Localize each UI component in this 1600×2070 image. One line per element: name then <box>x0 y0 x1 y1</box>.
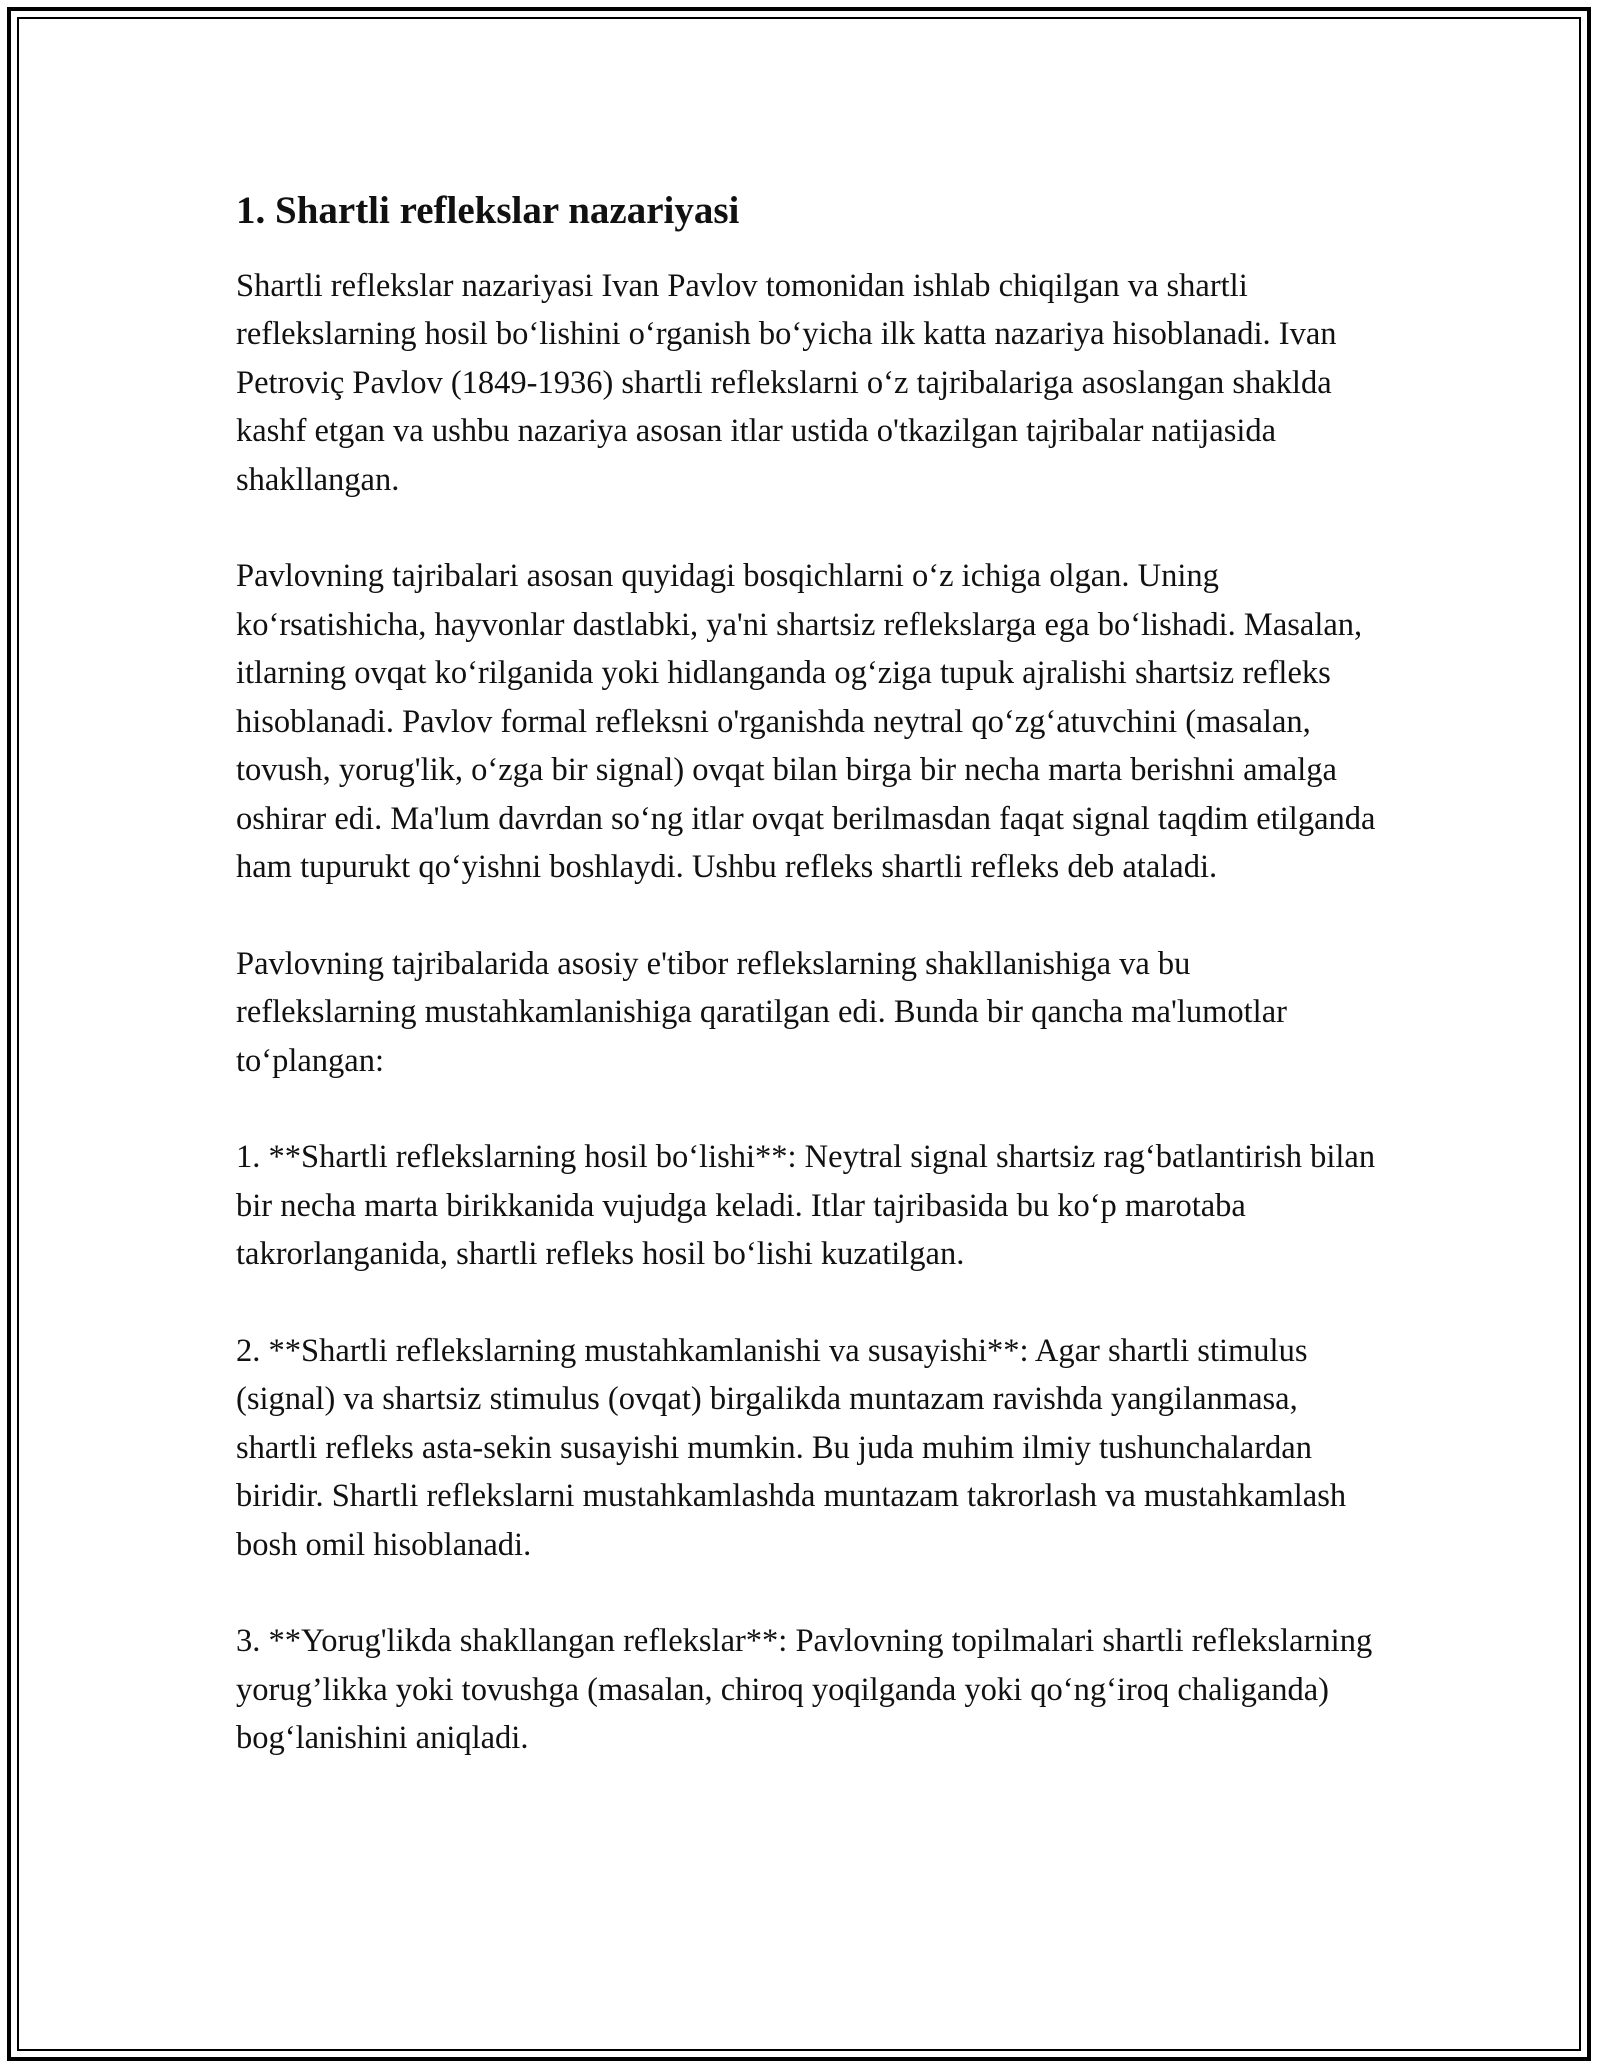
section-heading: 1. Shartli reflekslar nazariyasi <box>236 189 740 232</box>
list-item-formation: 1. **Shartli reflekslarning hosil boʻlishi**: Neytral signal shartsiz ragʻbatlantirish bilan bir necha marta birikkanida vujudga keladi. Itlar tajribasida bu koʻp marotaba takrorlanganida, shartli refleks hosil boʻlishi kuzatilgan. <box>236 1139 1376 1273</box>
paragraph-intro: Shartli reflekslar nazariyasi Ivan Pavlov tomonidan ishlab chiqilgan va shartli reflekslarning hosil boʻlishini oʻrganish boʻyicha ilk katta nazariya hisoblanadi. Ivan Petroviç Pavlov (1849-1936) shartli reflekslarni oʻz tajribalariga asoslangan shaklda kashf etgan va ushbu nazariya asosan itlar ustida o'tkazilgan tajribalar natijasida shakllangan. <box>236 267 1337 498</box>
paragraph-focus: Pavlovning tajribalarida asosiy e'tibor reflekslarning shakllanishiga va bu reflekslarning mustahkamlanishiga qaratilgan edi. Bunda bir qancha ma'lumotlar toʻplangan: <box>236 945 1287 1079</box>
document-body <box>236 186 1376 1811</box>
paragraph-experiments: Pavlovning tajribalari asosan quyidagi bosqichlarni oʻz ichiga olgan. Uning koʻrsatishicha, hayvonlar dastlabki, ya'ni shartsiz reflekslarga ega boʻlishadi. Masalan, itlarning ovqat koʻrilganida yoki hidlanganda ogʻziga tupuk ajralishi shartsiz refleks hisoblanadi. Pavlov formal refleksni o'rganishda neytral qoʻzgʻatuvchini (masalan, tovush, yorug'lik, oʻzga bir signal) ovqat bilan birga bir necha marta berishni amalga oshirar edi. Ma'lum davrdan soʻng itlar ovqat berilmasdan faqat signal taqdim etilganda ham tupurukt qoʻyishni boshlaydi. Ushbu refleks shartli refleks deb ataladi. <box>236 558 1376 886</box>
list-item-light-reflexes: 3. **Yorug'likda shakllangan reflekslar**: Pavlovning topilmalari shartli reflekslarning yorug’likka yoki tovushga (masalan, chiroq yoqilganda yoki qoʻngʻiroq chaliganda) bogʻlanishini aniqladi. <box>236 1623 1373 1757</box>
list-item-reinforcement: 2. **Shartli reflekslarning mustahkamlanishi va susayishi**: Agar shartli stimulus (signal) va shartsiz stimulus (ovqat) birgalikda muntazam ravishda yangilanmasa, shartli refleks asta-sekin susayishi mumkin. Bu juda muhim ilmiy tushunchalardan biridir. Shartli reflekslarni mustahkamlashda muntazam takrorlash va mustahkamlash bosh omil hisoblanadi. <box>236 1332 1347 1563</box>
